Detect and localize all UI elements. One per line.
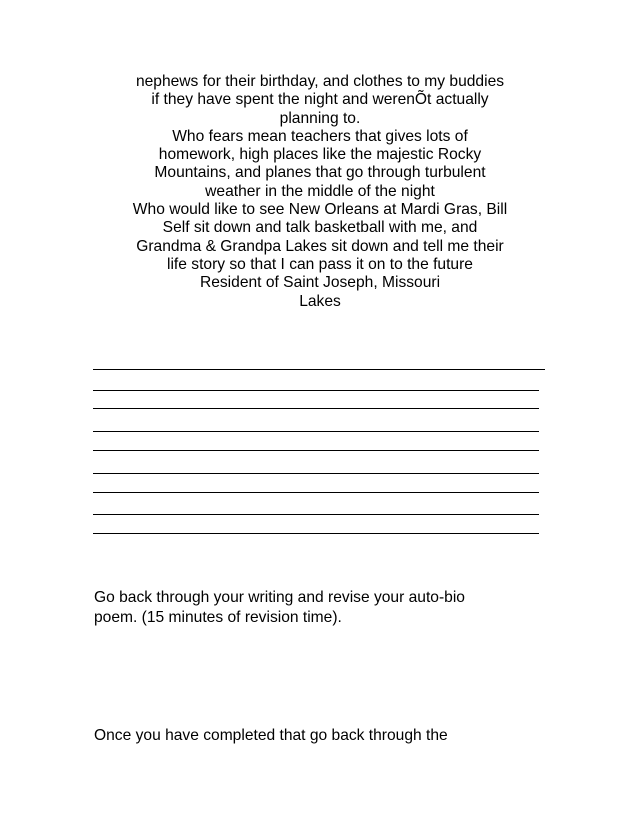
instruction-line: Once you have completed that go back through the (94, 727, 448, 744)
writing-lines (93, 0, 545, 826)
poem-line: Mountains, and planes that go through turbulent (154, 164, 486, 182)
poem-line: Self sit down and talk basketball with me, and (162, 219, 478, 237)
writing-line (93, 369, 545, 370)
poem-line: Lakes (299, 292, 341, 310)
writing-line (93, 514, 539, 515)
instruction-line: poem. (15 minutes of revision time). (94, 608, 342, 626)
poem-line: homework, high places like the majestic Rocky (158, 146, 482, 164)
poem-line: planning to. (279, 109, 361, 127)
next-instruction (94, 726, 448, 746)
poem-line: Resident of Saint Joseph, Missouri (199, 274, 441, 292)
poem-line: if they have spent the night and werenÕt actually (151, 91, 489, 109)
writing-line (93, 473, 539, 474)
writing-line (93, 450, 539, 451)
writing-line (93, 431, 539, 432)
writing-line (93, 408, 539, 409)
poem-line: Who would like to see New Orleans at Mardi Gras, Bill (132, 201, 508, 219)
poem-line: Who fears mean teachers that gives lots of (172, 127, 468, 145)
poem-line: Grandma & Grandpa Lakes sit down and tell me their (136, 237, 504, 255)
poem-line: weather in the middle of the night (205, 182, 435, 200)
writing-line (93, 533, 539, 534)
writing-line (93, 492, 539, 493)
writing-line (93, 390, 539, 391)
revision-instruction (94, 588, 465, 627)
poem-line: nephews for their birthday, and clothes to my buddies (135, 73, 505, 90)
poem-line: life story so that I can pass it on to the future (167, 255, 473, 273)
instruction-line: Go back through your writing and revise your auto-bio (94, 589, 465, 606)
